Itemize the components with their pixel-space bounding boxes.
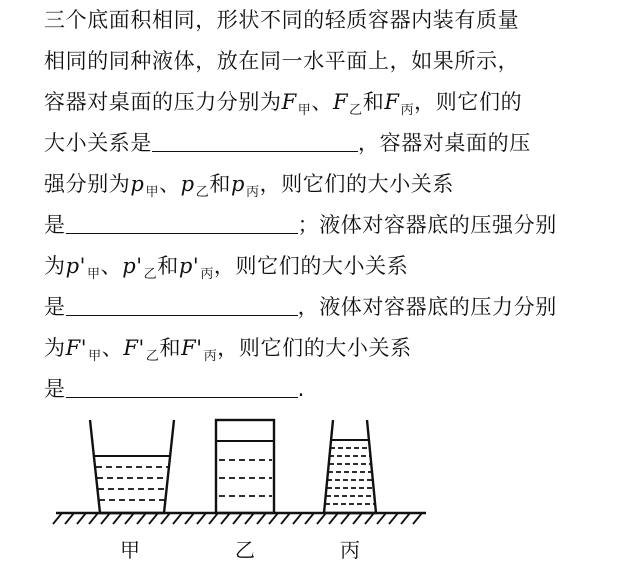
liquid-pressure-symbol: p'	[178, 254, 200, 278]
force-symbol: F	[333, 90, 349, 114]
hatch-mark	[353, 513, 362, 524]
text-segment: 大小关系是	[44, 131, 152, 155]
hatch-mark	[77, 513, 86, 524]
hatch-mark	[341, 513, 350, 524]
hatch-mark	[137, 513, 146, 524]
text-line-2-content: 相同的同种液体，放在同一水平面上，如果所示，	[44, 49, 520, 73]
subscript-bing: 丙	[245, 185, 260, 200]
text-segment: 是	[44, 377, 66, 401]
hatch-mark	[293, 513, 302, 524]
text-segment: ，容器对桌面的压	[358, 131, 531, 155]
subscript-jia: 甲	[88, 349, 102, 364]
hatch-mark	[329, 513, 338, 524]
subscript-bing: 丙	[400, 103, 415, 118]
container-yi-walls	[216, 420, 274, 513]
containers-figure	[50, 412, 430, 572]
container-bing-walls	[324, 420, 376, 513]
subscript-bing: 丙	[203, 349, 218, 364]
hatch-mark	[185, 513, 194, 524]
hatch-mark	[65, 513, 74, 524]
hatch-mark	[413, 513, 422, 524]
force-symbol: F	[384, 90, 400, 114]
hatch-mark	[365, 513, 374, 524]
text-segment: 是	[44, 213, 66, 237]
separator: 、	[311, 90, 333, 114]
text-segment: ，则它们的大小关系	[217, 336, 412, 360]
text-line-10	[44, 371, 305, 407]
text-line-2	[44, 43, 519, 79]
text-segment: ，则它们的大小关系	[259, 172, 454, 196]
separator: 、	[101, 336, 124, 360]
liquid-force-symbol: F'	[123, 336, 145, 360]
text-segment: 是	[44, 295, 66, 319]
text-segment: .	[297, 377, 305, 401]
hatch-mark	[377, 513, 386, 524]
text-line-9	[44, 330, 412, 366]
pressure-symbol: p	[130, 172, 145, 196]
conjunction: 和	[157, 254, 179, 278]
hatch-mark	[305, 513, 314, 524]
text-segment: 强分别为	[44, 172, 131, 196]
answer-blank-1[interactable]	[152, 129, 358, 152]
subscript-yi: 乙	[195, 185, 210, 200]
text-segment: 为	[44, 336, 66, 360]
ground	[53, 513, 426, 524]
subscript-jia: 甲	[145, 185, 160, 200]
hatch-mark	[125, 513, 134, 524]
hatch-mark	[233, 513, 242, 524]
subscript-yi: 乙	[349, 103, 363, 118]
text-line-5	[44, 166, 454, 202]
subscript-bing: 丙	[200, 267, 214, 282]
hatch-mark	[401, 513, 410, 524]
liquid-force-symbol: F'	[181, 336, 203, 360]
conjunction: 和	[209, 172, 231, 196]
text-line-1	[44, 2, 519, 38]
label-jia: 甲	[120, 538, 140, 562]
text-line-7	[44, 248, 408, 284]
conjunction: 和	[362, 90, 385, 114]
answer-blank-2[interactable]	[66, 211, 298, 234]
text-line-4	[44, 125, 531, 161]
container-bing	[324, 420, 376, 513]
hatch-mark	[209, 513, 218, 524]
liquid-pressure-symbol: p'	[122, 254, 143, 278]
hatch-mark	[197, 513, 206, 524]
liquid-force-symbol: F'	[65, 336, 88, 360]
text-line-1-content: 三个底面积相同，形状不同的轻质容器内装有质量	[44, 8, 520, 32]
text-segment: 为	[44, 254, 66, 278]
label-bing: 丙	[340, 538, 360, 562]
container-jia	[90, 420, 174, 513]
separator: 、	[159, 172, 181, 196]
hatch-mark	[113, 513, 122, 524]
hatch-mark	[221, 513, 230, 524]
text-line-8	[44, 289, 557, 325]
hatch-mark	[281, 513, 290, 524]
hatch-mark	[173, 513, 182, 524]
conjunction: 和	[159, 336, 182, 360]
text-segment: ，则它们的	[414, 90, 523, 114]
pressure-symbol: p	[230, 172, 245, 196]
hatch-mark	[245, 513, 254, 524]
pressure-symbol: p	[180, 172, 195, 196]
text-line-3	[44, 84, 522, 120]
text-segment: 容器对桌面的压力分别为	[44, 90, 282, 114]
text-segment: ，液体对容器底的压力分别	[297, 295, 557, 319]
hatch-mark	[149, 513, 158, 524]
subscript-jia: 甲	[87, 267, 101, 282]
label-yi: 乙	[235, 538, 255, 562]
subscript-jia: 甲	[297, 103, 312, 118]
hatch-mark	[53, 513, 62, 524]
hatch-mark	[389, 513, 398, 524]
hatch-mark	[317, 513, 326, 524]
hatch-mark	[257, 513, 266, 524]
hatch-mark	[161, 513, 170, 524]
text-line-6	[44, 207, 557, 243]
answer-blank-3[interactable]	[66, 293, 298, 316]
text-segment: ，则它们的大小关系	[213, 254, 409, 278]
liquid-bing	[325, 448, 375, 504]
liquid-yi	[219, 460, 272, 496]
ground-hatching	[53, 513, 422, 524]
separator: 、	[100, 254, 123, 278]
subscript-yi: 乙	[143, 267, 158, 282]
container-yi	[216, 420, 274, 513]
force-symbol: F	[281, 90, 297, 114]
hatch-mark	[269, 513, 278, 524]
subscript-yi: 乙	[145, 349, 160, 364]
answer-blank-4[interactable]	[66, 375, 298, 398]
liquid-pressure-symbol: p'	[65, 254, 87, 278]
text-segment: ；液体对容器底的压强分别	[297, 213, 557, 237]
hatch-mark	[101, 513, 110, 524]
hatch-mark	[89, 513, 98, 524]
liquid-jia	[96, 467, 168, 500]
